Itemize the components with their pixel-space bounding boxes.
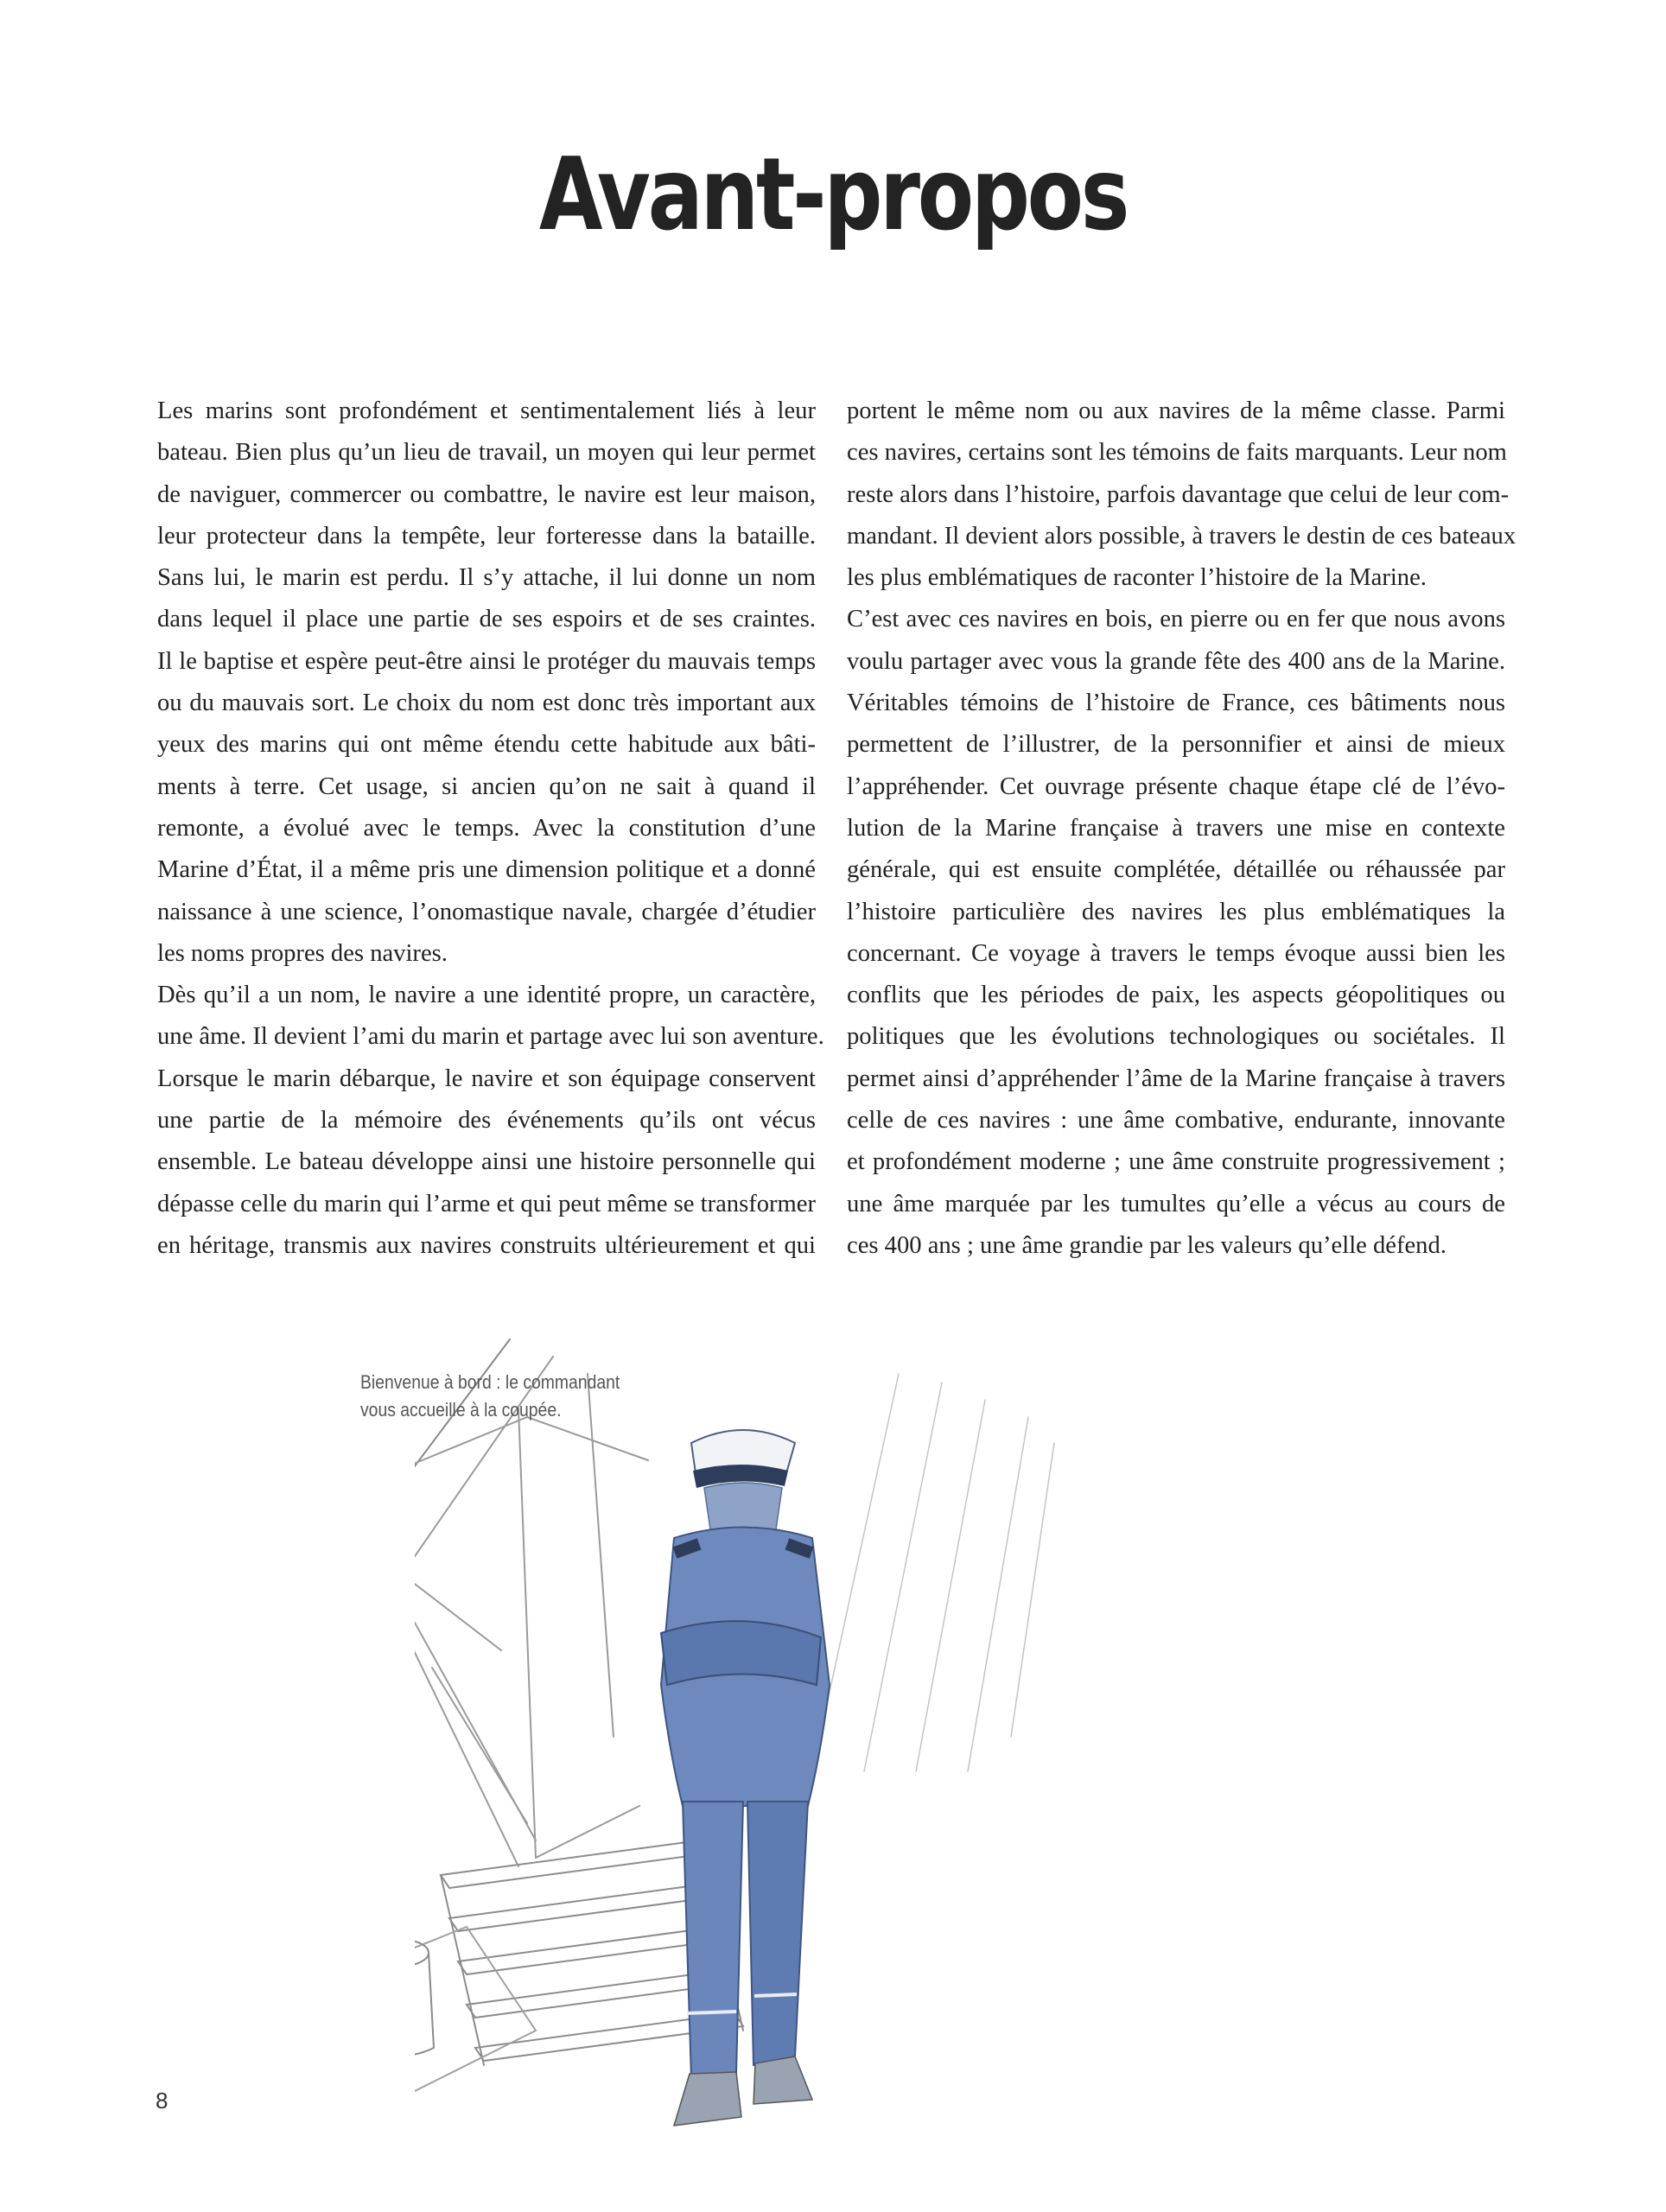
text-line: générale, qui est ensuite complétée, détaillée ou réhaussée par xyxy=(847,856,1505,884)
text-line: celle de ces navires : une âme combative, endurante, innovante xyxy=(847,1107,1505,1135)
text-line: politiques que les évolutions technologiques ou sociétales. Il xyxy=(847,1023,1505,1051)
text-line: Il le baptise et espère peut-être ainsi le protéger du mauvais temps xyxy=(157,647,816,675)
text-line: Dès qu’il a un nom, le navire a une identité propre, un caractère, xyxy=(157,982,816,1009)
text-line: mandant. Il devient alors possible, à travers le destin de ces bateaux xyxy=(847,522,1517,550)
text-line: voulu partager avec vous la grande fête des 400 ans de la Marine. xyxy=(847,647,1505,675)
text-line: dépasse celle du marin qui l’arme et qui peut même se transformer xyxy=(157,1190,816,1217)
text-line: de naviguer, commercer ou combattre, le navire est leur maison, xyxy=(157,480,816,508)
illustration-caption xyxy=(360,1369,680,1424)
page-number: 8 xyxy=(156,2088,169,2113)
text-line: permet ainsi d’appréhender l’âme de la Marine française à travers xyxy=(847,1065,1505,1092)
text-line: une âme. Il devient l’ami du marin et partage avec lui son aventure. xyxy=(157,1023,824,1051)
text-line: dans lequel il place une partie de ses espoirs et de ses craintes. xyxy=(157,606,816,633)
text-line: remonte, a évolué avec le temps. Avec la constitution d’une xyxy=(157,814,816,842)
text-column-left xyxy=(157,391,824,1267)
text-line: bateau. Bien plus qu’un lieu de travail, un moyen qui leur permet xyxy=(157,439,816,467)
text-line: l’histoire particulière des navires les plus emblématiques la xyxy=(847,898,1505,925)
text-line: les plus emblématiques de raconter l’histoire de la Marine. xyxy=(847,564,1427,592)
sailor-gangway-illustration xyxy=(415,1322,1123,2186)
text-line: Lorsque le marin débarque, le navire et son équipage conservent xyxy=(157,1065,816,1092)
text-line: une partie de la mémoire des événements qu’ils ont vécus xyxy=(157,1107,816,1135)
text-line: ou du mauvais sort. Le choix du nom est donc très important aux xyxy=(157,690,816,717)
caption-line: Bienvenue à bord : le commandant xyxy=(360,1371,620,1393)
text-line: les noms propres des navires. xyxy=(157,939,448,967)
text-line: permettent de l’illustrer, de la personnifier et ainsi de mieux xyxy=(847,731,1505,759)
text-line: ces 400 ans ; une âme grandie par les valeurs qu’elle défend. xyxy=(847,1231,1447,1259)
text-line: Sans lui, le marin est perdu. Il s’y attache, il lui donne un nom xyxy=(157,564,816,592)
caption-line: vous accueille à la coupée. xyxy=(360,1399,562,1421)
text-line: C’est avec ces navires en bois, en pierre ou en fer que nous avons xyxy=(847,606,1505,633)
text-line: naissance à une science, l’onomastique navale, chargée d’étudier xyxy=(157,898,816,925)
sailor-figure xyxy=(661,1430,830,2126)
text-line: portent le même nom ou aux navires de la même classe. Parmi xyxy=(847,397,1505,424)
text-line: Véritables témoins de l’histoire de France, ces bâtiments nous xyxy=(847,690,1505,717)
text-line: lution de la Marine française à travers une mise en contexte xyxy=(847,814,1505,842)
text-line: une âme marquée par les tumultes qu’elle a vécus au cours de xyxy=(847,1190,1505,1217)
page-title: Avant-propos xyxy=(538,137,1128,253)
text-line: ments à terre. Cet usage, si ancien qu’on ne sait à quand il xyxy=(157,772,816,800)
text-line: Les marins sont profondément et sentimentalement liés à leur xyxy=(157,397,816,424)
text-line: conflits que les périodes de paix, les aspects géopolitiques ou xyxy=(847,982,1505,1009)
text-line: Marine d’État, il a même pris une dimension politique et a donné xyxy=(157,856,816,884)
text-line: et profondément moderne ; une âme construite progressivement ; xyxy=(847,1148,1505,1176)
text-line: concernant. Ce voyage à travers le temps évoque aussi bien les xyxy=(847,939,1505,967)
text-line: ensemble. Le bateau développe ainsi une histoire personnelle qui xyxy=(157,1148,816,1176)
text-line: l’appréhender. Cet ouvrage présente chaque étape clé de l’évo- xyxy=(847,772,1505,800)
text-line: yeux des marins qui ont même étendu cette habitude aux bâti- xyxy=(157,731,816,759)
text-line: ces navires, certains sont les témoins de faits marquants. Leur nom xyxy=(847,439,1507,467)
deck-planks xyxy=(812,1374,1054,1771)
text-column-right xyxy=(847,391,1517,1267)
text-line: leur protecteur dans la tempête, leur forteresse dans la bataille. xyxy=(157,522,816,550)
text-line: en héritage, transmis aux navires construits ultérieurement et qui xyxy=(157,1231,816,1259)
text-line: reste alors dans l’histoire, parfois davantage que celui de leur com- xyxy=(847,480,1510,508)
